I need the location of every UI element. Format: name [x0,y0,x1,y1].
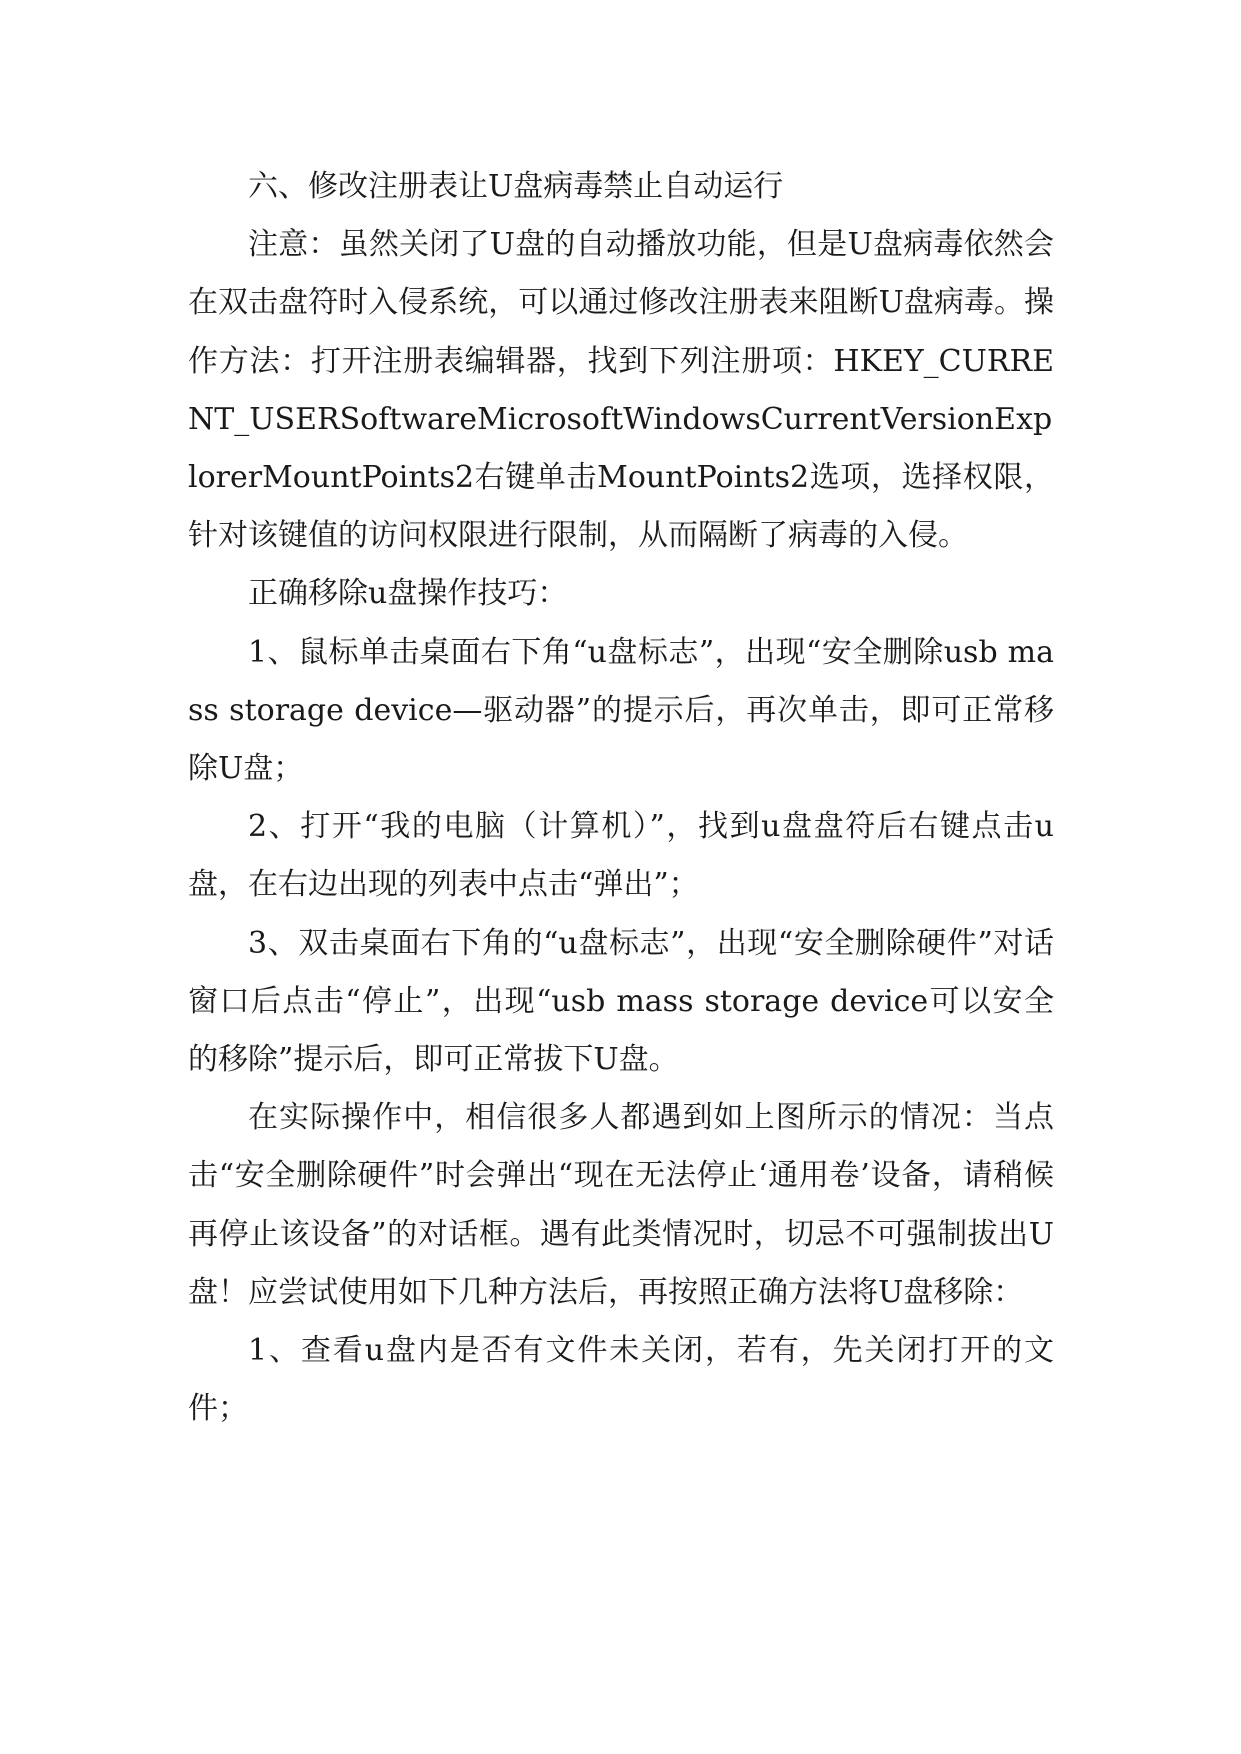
paragraph: 注意：虽然关闭了U盘的自动播放功能，但是U盘病毒依然会在双击盘符时入侵系统，可以通过修改注册表来阻断U盘病毒。操作方法：打开注册表编辑器，找到下列注册项：HKEY_CURRENT_USERSoftwareMicrosoftWindowsCurrentVersionExplorerMountPoints2右键单击MountPoints2选项，选择权限，针对该键值的访问权限进行限制，从而隔断了病毒的入侵。 [188,227,1054,554]
list-item: 1、鼠标单击桌面右下角“u盘标志”，出现“安全删除usb mass storage device—驱动器”的提示后，再次单击，即可正常移除U盘； [188,634,1054,787]
subheading: 正确移除u盘操作技巧： [248,576,568,612]
list-item: 3、双击桌面右下角的“u盘标志”，出现“安全删除硬件”对话窗口后点击“停止”，出现“usb mass storage device可以安全的移除”提示后，即可正常拔下U盘。 [188,925,1054,1078]
list-item: 1、查看u盘内是否有文件未关闭，若有，先关闭打开的文件； [188,1333,1054,1427]
paragraph: 在实际操作中，相信很多人都遇到如上图所示的情况：当点击“安全删除硬件”时会弹出“现在无法停止‘通用卷’设备，请稍候再停止该设备”的对话框。遇有此类情况时，切忌不可强制拔出U盘！应尝试使用如下几种方法后，再按照正确方法将U盘移除： [188,1100,1054,1310]
section-heading: 六、修改注册表让U盘病毒禁止自动运行 [248,169,784,204]
document-body [188,158,1054,1438]
list-item: 2、打开“我的电脑（计算机）”，找到u盘盘符后右键点击u盘，在右边出现的列表中点击“弹出”； [188,809,1054,903]
